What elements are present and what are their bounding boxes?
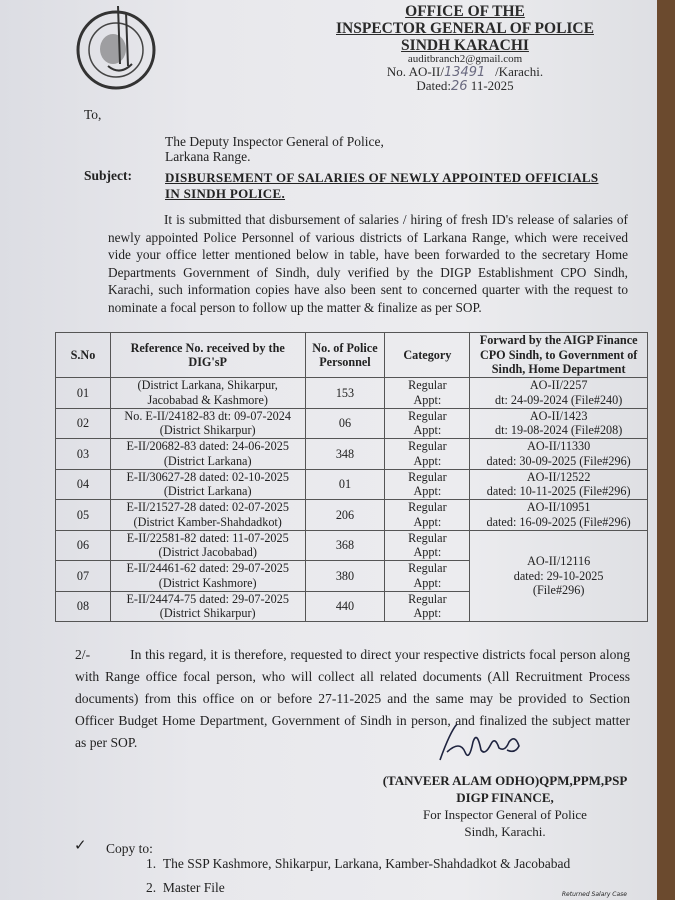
signatory-place: Sindh, Karachi. [464,824,546,839]
col-header-category: Category [385,333,470,378]
cell-sno: 05 [56,500,111,531]
cell-sno: 04 [56,469,111,500]
cell-personnel: 380 [305,561,385,592]
col-header-forward: Forward by the AIGP Finance CPO Sindh, to Government of Sindh, Home Department [470,333,648,378]
police-seal-logo [68,4,164,92]
cell-personnel: 206 [305,500,385,531]
cell-reference: E-II/24461-62 dated: 29-07-2025 (District Kashmore) [110,561,305,592]
cell-reference: E-II/22581-82 dated: 11-07-2025 (District Jacobabad) [110,530,305,561]
letterhead-email: auditbranch2@gmail.com [407,53,523,65]
table-row [56,439,648,470]
footer-stamp: Returned Salary Case [561,891,627,898]
cell-reference: E-II/24474-75 dated: 29-07-2025 (District Shikarpur) [110,591,305,622]
cell-sno: 01 [56,378,111,409]
cell-forward: AO-II/11330 dated: 30-09-2025 (File#296) [470,439,648,470]
copy-to-label: Copy to: [106,841,153,856]
table-row [56,378,648,409]
cell-forward-merged: AO-II/12116 dated: 29-10-2025 (File#296) [470,530,648,622]
letter-number: No. AO-II/13491 /Karachi. [386,64,544,80]
table-row [56,500,648,531]
signatory-block [380,772,630,840]
table-row [56,530,648,561]
table-header-row [56,333,648,378]
cell-forward: AO-II/2257 dt: 24-09-2024 (File#240) [470,378,648,409]
signature [435,722,525,772]
letter-date: Dated:26 11-2025 [416,78,514,94]
letterhead-line2: INSPECTOR GENERAL OF POLICE [336,20,594,37]
letterhead-line3: SINDH KARACHI [401,37,529,54]
cell-sno: 08 [56,591,111,622]
letterhead-line1: OFFICE OF THE [405,3,525,20]
check-mark-icon: ✓ [74,838,87,854]
table-row [56,408,648,439]
paragraph-1: It is submitted that disbursement of salaries / hiring of fresh ID's release of salaries of newly appointed Police Personnel of various districts of Larkana Range, which were received vide your office letter mentioned below in table, have been forwarded to the secretary Home Departments Government of Sindh, duly verified by the DIGP Establishment CPO Sindh, Karachi, such information copies have also been sent to concerned quarter with the request to nominate a focal person to follow up the matter & finalize as per SOP. [108,212,628,315]
cell-sno: 02 [56,408,111,439]
cell-personnel: 153 [305,378,385,409]
cell-sno: 06 [56,530,111,561]
letterhead [300,3,630,93]
col-header-reference: Reference No. received by the DIG'sP [110,333,305,378]
cell-reference: E-II/30627-28 dated: 02-10-2025 (District Larkana) [110,469,305,500]
cell-personnel: 368 [305,530,385,561]
cell-personnel: 440 [305,591,385,622]
signatory-for: For Inspector General of Police [423,807,587,822]
cell-reference: E-II/20682-83 dated: 24-06-2025 (District Larkana) [110,439,305,470]
table-row [56,469,648,500]
cell-reference: (District Larkana, Shikarpur, Jacobabad & Kashmore) [110,378,305,409]
cell-reference: E-II/21527-28 dated: 02-07-2025 (District Kamber-Shahdadkot) [110,500,305,531]
cell-forward: AO-II/10951 dated: 16-09-2025 (File#296) [470,500,648,531]
cell-reference: No. E-II/24182-83 dt: 09-07-2024 (District Shikarpur) [110,408,305,439]
cell-category: Regular Appt: [385,469,470,500]
cell-category: Regular Appt: [385,439,470,470]
copy-item: 2. Master File [146,880,225,895]
cell-forward: AO-II/12522 dated: 10-11-2025 (File#296) [470,469,648,500]
handwritten-number: 13491 [443,65,486,80]
cell-personnel: 06 [305,408,385,439]
cell-category: Regular Appt: [385,408,470,439]
cell-sno: 03 [56,439,111,470]
col-header-personnel: No. of Police Personnel [305,333,385,378]
addressee: The Deputy Inspector General of Police, Larkana Range. [165,134,384,164]
cell-category: Regular Appt: [385,378,470,409]
cell-category: Regular Appt: [385,591,470,622]
copy-list [146,852,570,900]
cell-category: Regular Appt: [385,530,470,561]
cell-category: Regular Appt: [385,500,470,531]
cell-category: Regular Appt: [385,561,470,592]
cell-sno: 07 [56,561,111,592]
cell-personnel: 348 [305,439,385,470]
copy-item: 1. The SSP Kashmore, Shikarpur, Larkana, Kamber-Shahdadkot & Jacobabad [146,856,571,871]
salary-references-table [55,332,648,622]
subject-text: DISBURSEMENT OF SALARIES OF NEWLY APPOINTED OFFICIALS IN SINDH POLICE. [165,170,599,201]
col-header-sno: S.No [56,333,111,378]
signatory-title: DIGP FINANCE, [456,790,554,805]
handwritten-day: 26 [451,79,468,94]
signatory-name: (TANVEER ALAM ODHO)QPM,PPM,PSP [382,773,628,788]
cell-personnel: 01 [305,469,385,500]
to-label: To, [84,107,102,122]
cell-forward: AO-II/1423 dt: 19-08-2024 (File#208) [470,408,648,439]
subject-label: Subject: [84,168,132,183]
paragraph-2: 2/- In this regard, it is therefore, requested to direct your respective districts focal person along with Range office focal person, who will collect all related documents (All Recruitment Process documents) from this office on or before 27-11-2025 and the same may be provided to Section Officer Budget Home Department, Government of Sindh in person, and finalized the subject matter as per SOP. [75,647,630,750]
